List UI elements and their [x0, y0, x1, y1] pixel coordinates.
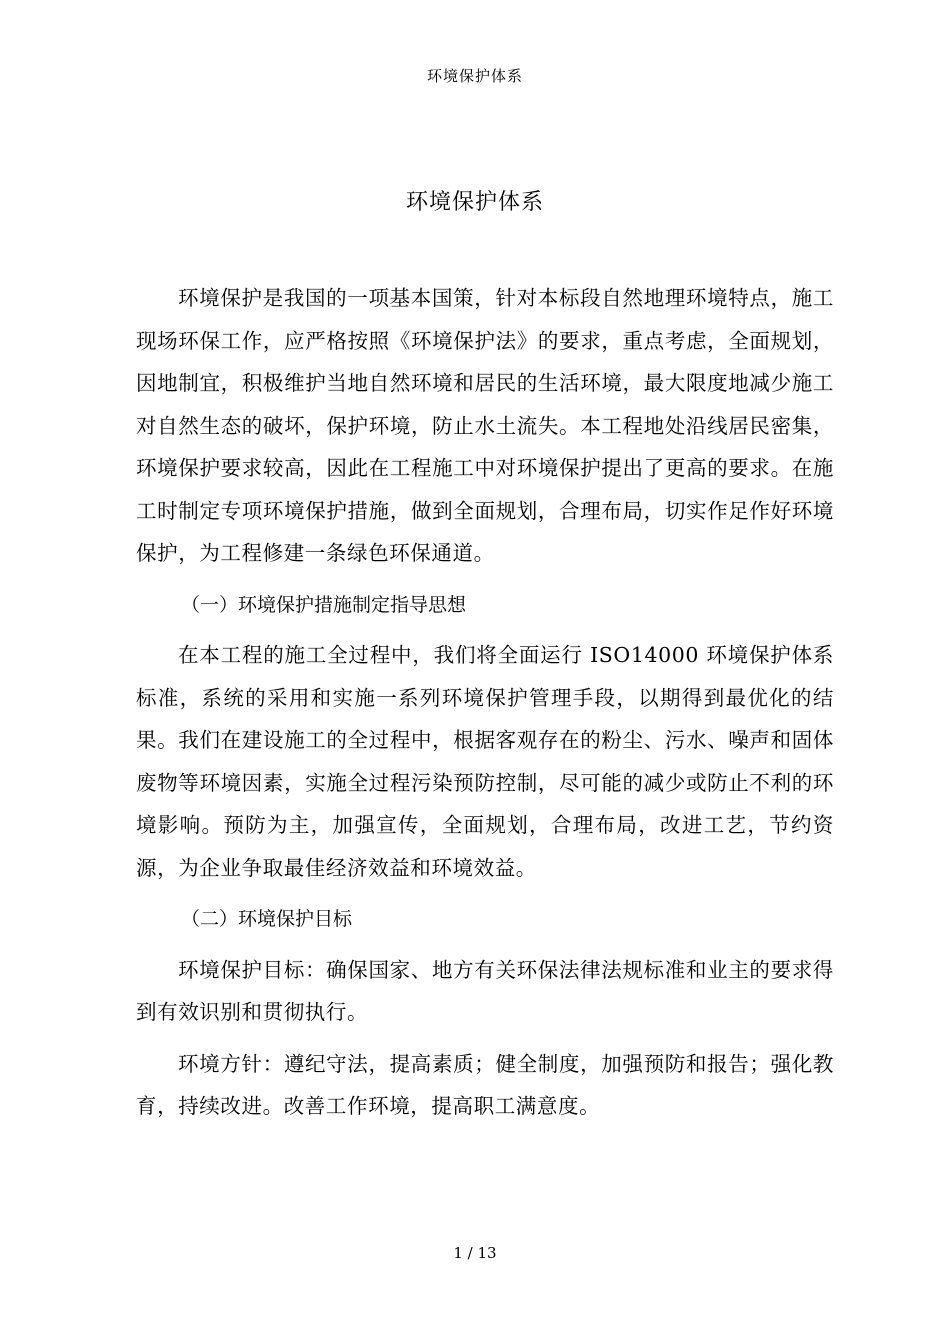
- document-body: [136, 277, 834, 1128]
- section-heading-guiding-principles: （一）环境保护措施制定指导思想: [181, 593, 467, 616]
- page-number: 1 / 13: [453, 1244, 497, 1262]
- guiding-principles-paragraph: 在本工程的施工全过程中，我们将全面运行 ISO14000 环境保护体系标准，系统的采用和实施一系列环境保护管理手段，以期得到最优化的结果。我们在建设施工的全过程中，根据客观存在的粉尘、污水、噪声和固体废物等环境因素，实施全过程污染预防控制，尽可能的减少或防止不利的环境影响。预防为主，加强宣传，全面规划，合理布局，改进工艺，节约资源，为企业争取最佳经济效益和环境效益。: [136, 643, 834, 880]
- environmental-policy-paragraph: 环境方针：遵纪守法，提高素质；健全制度，加强预防和报告；强化教育，持续改进。改善工作环境，提高职工满意度。: [136, 1051, 834, 1118]
- document-title: 环境保护体系: [405, 190, 544, 215]
- intro-paragraph: 环境保护是我国的一项基本国策，针对本标段自然地理环境特点，施工现场环保工作，应严格按照《环境保护法》的要求，重点考虑，全面规划，因地制宜，积极维护当地自然环境和居民的生活环境，最大限度地减少施工对自然生态的破坏，保护环境，防止水土流失。本工程地处沿线居民密集，环境保护要求较高，因此在工程施工中对环境保护提出了更高的要求。在施工时制定专项环境保护措施，做到全面规划，合理布局，切实作足作好环境保护，为工程修建一条绿色环保通道。: [136, 286, 834, 565]
- protection-goals-paragraph: 环境保护目标：确保国家、地方有关环保法律法规标准和业主的要求得到有效识别和贯彻执行。: [136, 957, 834, 1024]
- section-heading-protection-goals: （二）环境保护目标: [181, 908, 353, 930]
- running-header: 环境保护体系: [426, 67, 523, 85]
